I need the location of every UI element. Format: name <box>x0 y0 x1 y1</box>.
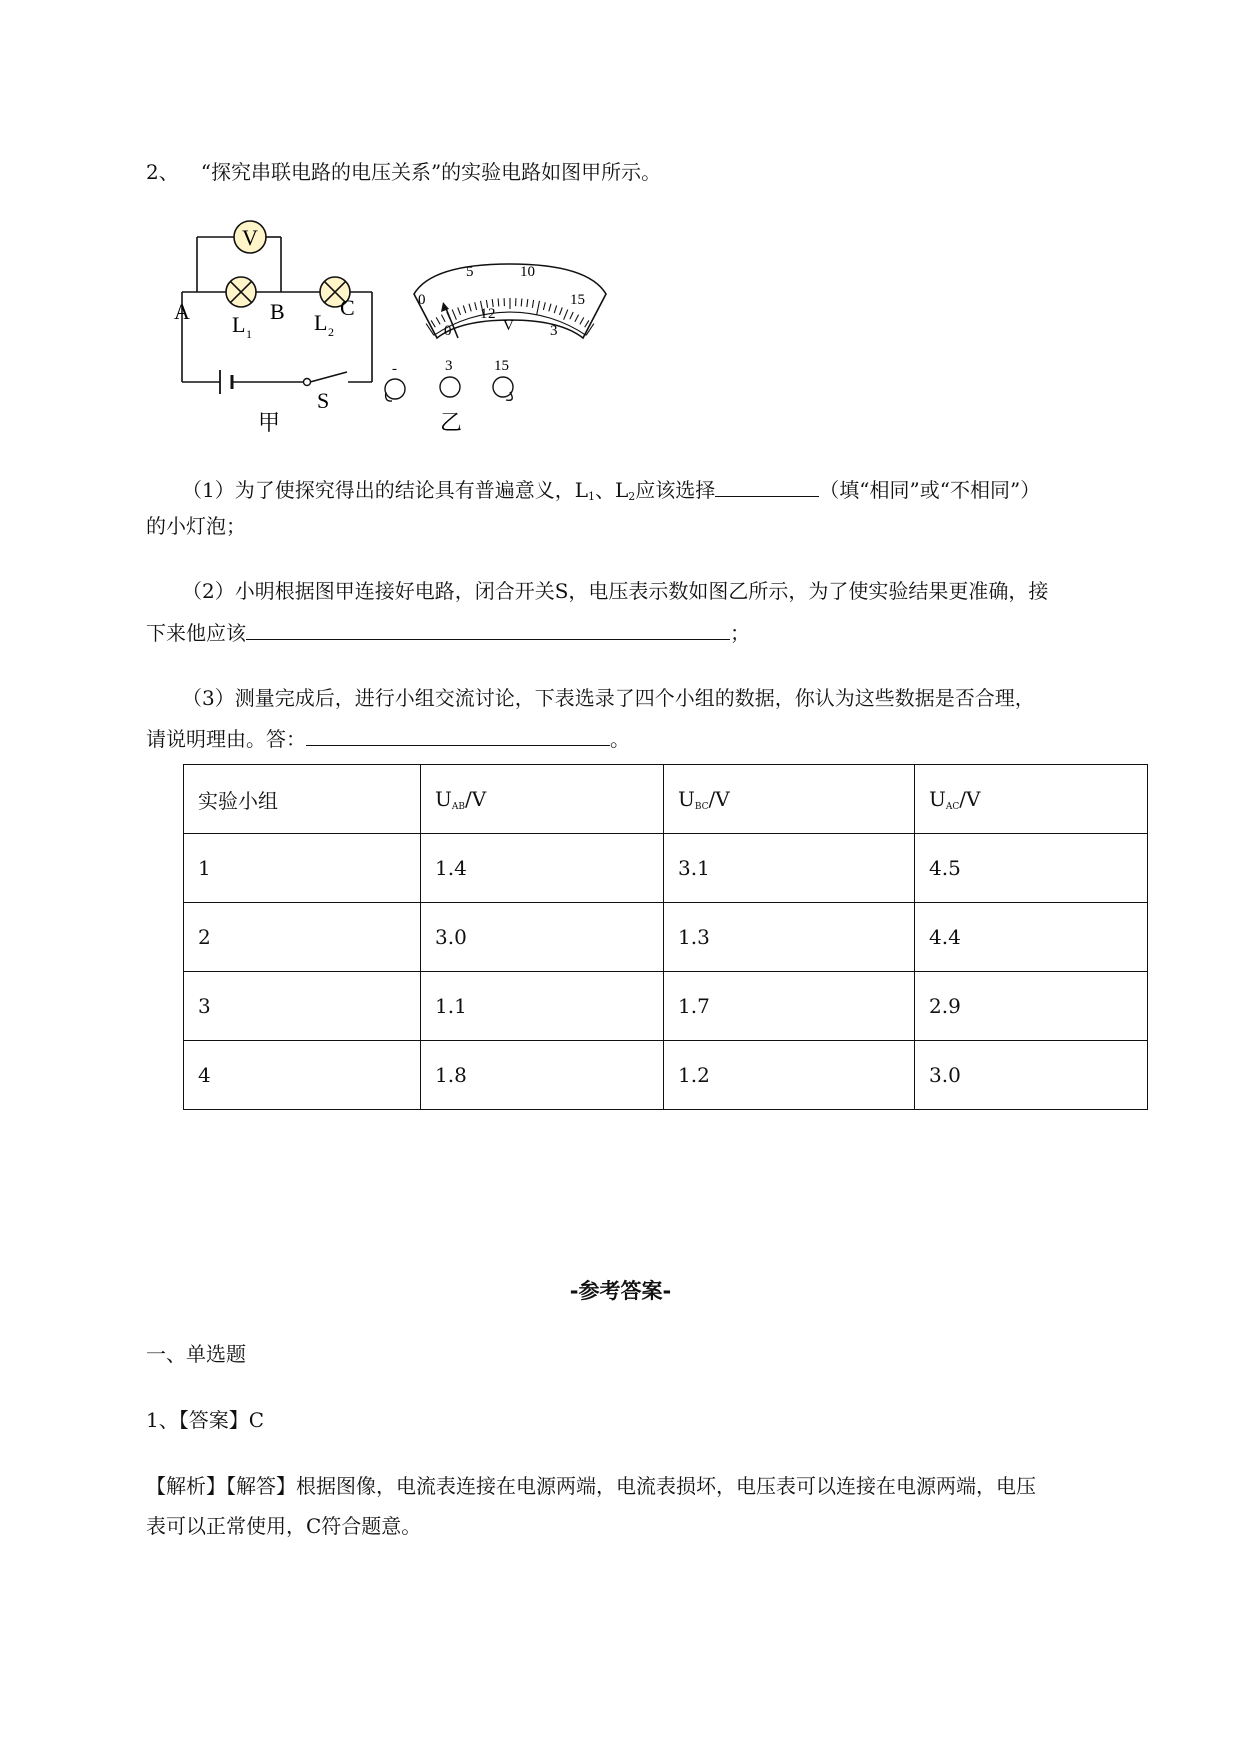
lamp-1-label: L <box>232 312 246 337</box>
part2-prefix: 下来他应该 <box>146 621 246 645</box>
terminal-labels <box>392 358 509 377</box>
figure-yi-caption: 乙 <box>440 410 463 435</box>
answer-blank-3[interactable] <box>306 723 610 746</box>
table-cell: 2 <box>184 903 421 972</box>
analysis-line1: 【解析】【解答】根据图像，电流表连接在电源两端，电流表损坏，电压表可以连接在电源两端，电压 <box>146 1474 1036 1498</box>
header-group: 实验小组 <box>184 765 421 834</box>
lamp-1-subscript: 1 <box>246 327 252 341</box>
table-cell: 1.2 <box>664 1041 915 1110</box>
part1-l1-sub: 1 <box>588 490 596 503</box>
table-cell: 1 <box>184 834 421 903</box>
header-u-ab: $U_{AB}/V$ <box>421 765 664 834</box>
lamp-2-label: L <box>314 310 328 335</box>
table-row <box>184 834 1148 903</box>
question-number: 2、 <box>146 160 179 184</box>
lower-scale-0: 0 <box>444 323 452 339</box>
table-cell: 2.9 <box>915 972 1148 1041</box>
table-cell: 4.4 <box>915 903 1148 972</box>
table-cell: 3.0 <box>915 1041 1148 1110</box>
battery-symbol <box>220 370 232 394</box>
terminal-posts <box>385 377 513 401</box>
point-a-label: A <box>174 299 190 324</box>
table-cell: 4 <box>184 1041 421 1110</box>
upper-scale-10: 10 <box>520 264 535 280</box>
part1-suffix: （填“相同”或“不相同”） <box>819 478 1041 502</box>
answer-blank-1[interactable] <box>715 474 819 497</box>
table-cell: 1.4 <box>421 834 664 903</box>
table-row <box>184 972 1148 1041</box>
question-text: “探究串联电路的电压关系”的实验电路如图甲所示。 <box>200 160 662 184</box>
part1-l2-sub: 2 <box>628 490 636 503</box>
part1-l2: L <box>615 478 629 502</box>
table-header-row <box>184 765 1148 834</box>
part2-suffix: ； <box>730 621 750 645</box>
table-cell: 1.1 <box>421 972 664 1041</box>
part1-l1: L <box>574 478 589 502</box>
header-u-bc: $U_{BC}/V$ <box>664 765 915 834</box>
lower-scale-3: 3 <box>550 323 558 339</box>
part3-suffix: 。 <box>610 727 630 751</box>
part2-text: （2）小明根据图甲连接好电路，闭合开关S，电压表示数如图乙所示，为了使实验结果更准确，接 <box>182 579 1049 603</box>
lower-scale-2: 2 <box>488 306 496 322</box>
circuit-diagram <box>170 212 380 442</box>
switch-label: S <box>317 388 330 413</box>
switch-contact <box>304 379 311 386</box>
analysis-line2: 表可以正常使用，C符合题意。 <box>146 1514 422 1538</box>
terminal-15-label: 15 <box>494 358 509 374</box>
table-row <box>184 1041 1148 1110</box>
table-cell: 3.1 <box>664 834 915 903</box>
voltmeter-dial <box>392 258 620 438</box>
voltmeter-letter: V <box>242 225 258 250</box>
part3-text: （3）测量完成后，进行小组交流讨论，下表选录了四个小组的数据，你认为这些数据是否合理， <box>182 686 1035 710</box>
upper-scale-15: 15 <box>570 292 585 308</box>
upper-scale-5: 5 <box>466 264 474 280</box>
voltmeter-symbol <box>234 221 266 253</box>
terminal-negative-label: - <box>392 361 397 377</box>
part1-prefix: （1）为了使探究得出的结论具有普遍意义， <box>182 478 575 502</box>
answer-q1: 1、【答案】C <box>146 1408 265 1432</box>
part2-line2 <box>146 617 750 647</box>
table-cell: 3 <box>184 972 421 1041</box>
dial-unit: V <box>503 318 514 334</box>
voltage-data-table <box>183 764 1148 1110</box>
lower-scale-1: 1 <box>480 306 488 322</box>
upper-scale-0: 0 <box>418 292 426 308</box>
answers-title: -参考答案- <box>569 1279 672 1303</box>
table-cell: 1.7 <box>664 972 915 1041</box>
answers-section-heading: 一、单选题 <box>146 1342 246 1366</box>
table-cell: 1.8 <box>421 1041 664 1110</box>
table-cell: 1.3 <box>664 903 915 972</box>
lamp-2-subscript: 2 <box>328 325 334 339</box>
dial-tick <box>521 299 522 307</box>
lamp-1-symbol <box>226 277 256 307</box>
terminal-3-label: 3 <box>445 358 453 374</box>
part3-line2 <box>146 723 630 753</box>
figure-jia-caption: 甲 <box>258 410 281 435</box>
point-c-label: C <box>340 295 355 320</box>
table-cell: 4.5 <box>915 834 1148 903</box>
part1-line1 <box>146 474 1040 511</box>
part1-sep: 、 <box>595 478 616 502</box>
part3-prefix: 请说明理由。答： <box>146 727 306 751</box>
part2-line1 <box>146 577 1048 605</box>
dial-tick <box>498 299 499 307</box>
part1-middle: 应该选择 <box>635 478 716 502</box>
part3-line1 <box>146 684 1035 712</box>
question-stem <box>146 158 661 186</box>
answer-blank-2[interactable] <box>246 617 730 640</box>
part1-line2: 的小灯泡； <box>146 514 246 538</box>
header-u-ac: $U_{AC}/V$ <box>915 765 1148 834</box>
table-cell: 3.0 <box>421 903 664 972</box>
table-row <box>184 903 1148 972</box>
point-b-label: B <box>270 299 285 324</box>
